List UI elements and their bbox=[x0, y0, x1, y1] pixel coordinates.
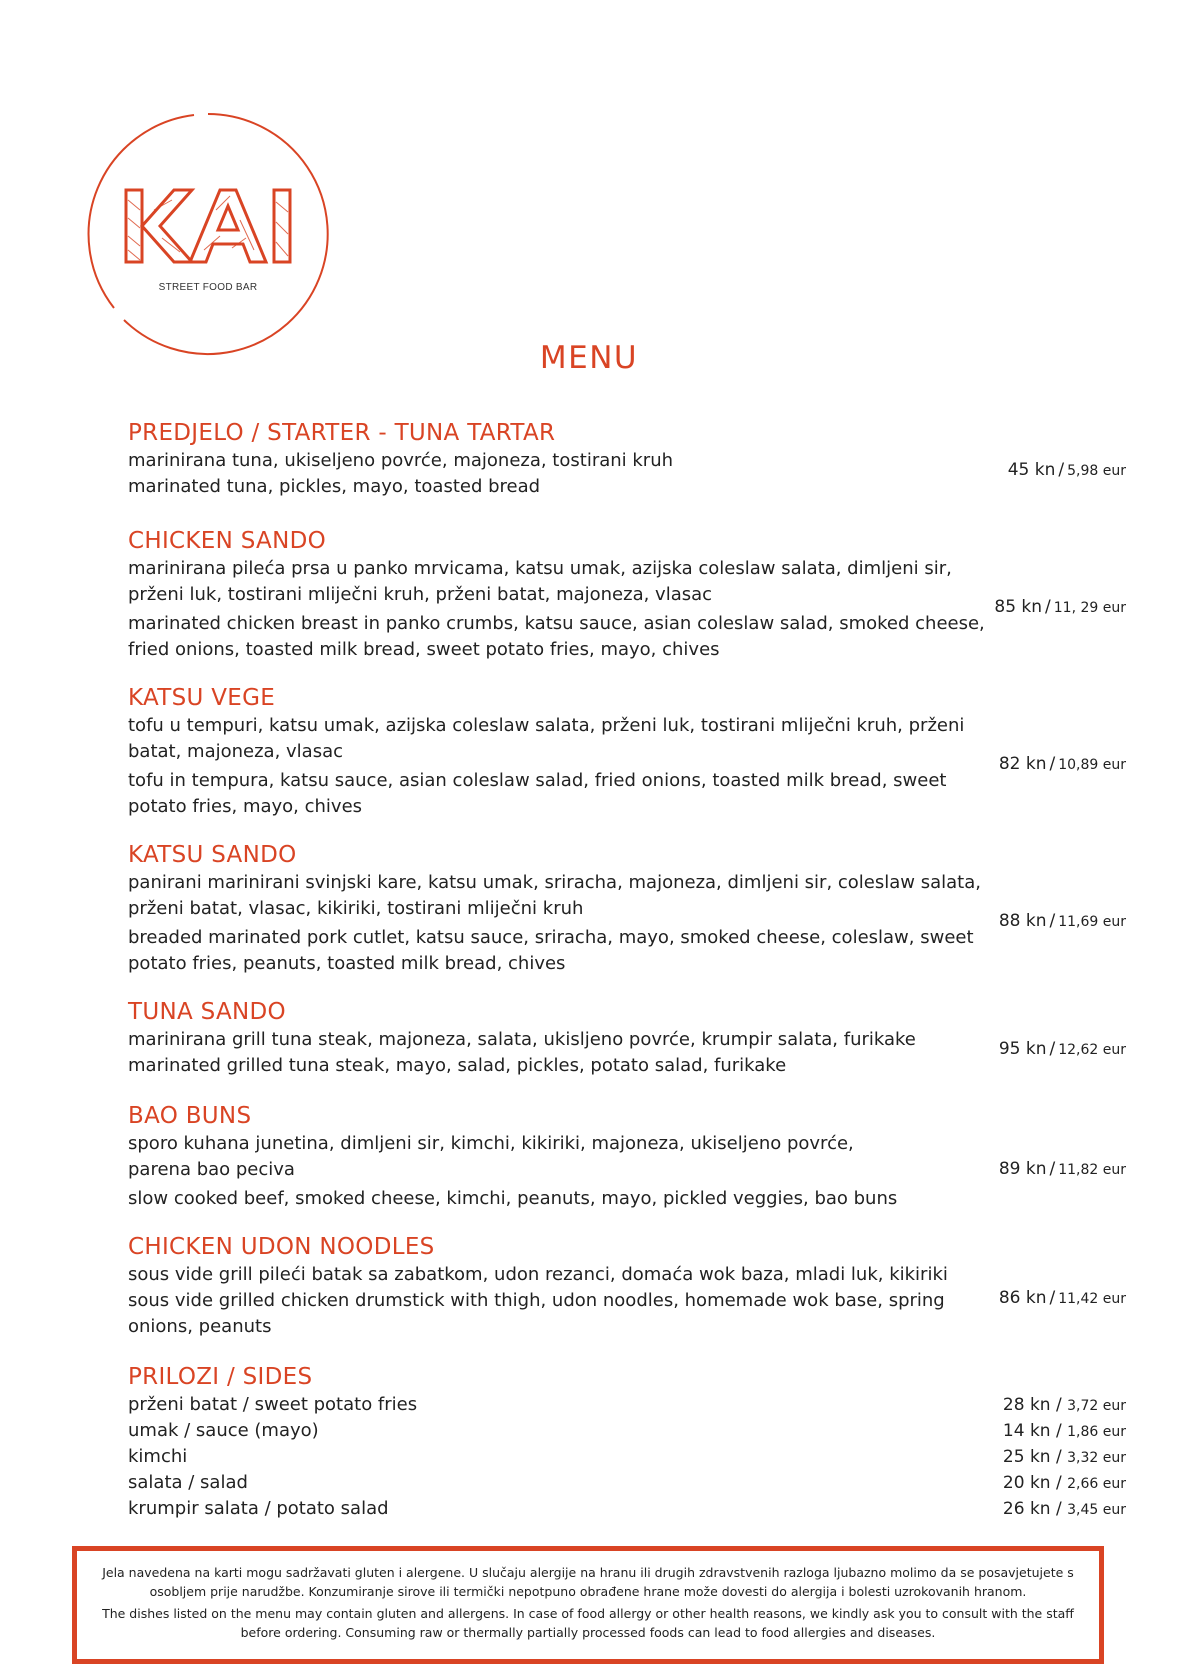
sides-section bbox=[128, 1362, 1126, 1522]
menu-item bbox=[128, 418, 1126, 500]
description-line-hr: marinirana pileća prsa u panko mrvicama, katsu umak, azijska coleslaw salata, dimljeni sir, bbox=[128, 558, 952, 579]
price-eur: 11,42 eur bbox=[1058, 1291, 1126, 1307]
item-description bbox=[128, 1027, 978, 1079]
price-separator: / bbox=[1050, 1473, 1068, 1493]
side-price bbox=[1003, 1392, 1126, 1418]
side-item: kimchi bbox=[128, 1446, 188, 1467]
price-eur: 2,66 eur bbox=[1067, 1476, 1126, 1492]
item-name: PRILOZI / SIDES bbox=[128, 1364, 313, 1390]
description-line-en: sous vide grilled chicken drumstick with thigh, udon noodles, homemade wok base, spring bbox=[128, 1290, 945, 1311]
description-line-hr: marinirana tuna, ukiseljeno povrće, majoneza, tostirani kruh bbox=[128, 450, 674, 471]
side-price bbox=[1003, 1444, 1126, 1470]
description-line-hr: tofu u tempuri, katsu umak, azijska coleslaw salata, prženi luk, tostirani mliječni kruh, prženi bbox=[128, 715, 965, 736]
price-eur: 12,62 eur bbox=[1058, 1042, 1126, 1058]
price-separator: / bbox=[1050, 1447, 1068, 1467]
price-separator: / bbox=[1049, 1158, 1056, 1179]
description-line-en: slow cooked beef, smoked cheese, kimchi, peanuts, mayo, pickled veggies, bao buns bbox=[128, 1188, 898, 1209]
notice-hr-line: Jela navedena na karti mogu sadržavati gluten i alergene. U slučaju alergije na hranu ili drugih zdravstvenih razloga ljubazno molimo da se posavjetujete s bbox=[102, 1565, 1074, 1580]
description-line-en: fried onions, toasted milk bread, sweet potato fries, mayo, chives bbox=[128, 639, 720, 660]
price-separator: / bbox=[1049, 753, 1056, 774]
description-line-hr: sporo kuhana junetina, dimljeni sir, kimchi, kikiriki, majoneza, ukiseljeno povrće, bbox=[128, 1133, 854, 1154]
price-eur: 11,69 eur bbox=[1058, 913, 1126, 930]
price-eur: 3,32 eur bbox=[1067, 1450, 1126, 1466]
allergen-notice bbox=[72, 1546, 1104, 1664]
description-line-hr: prženi luk, tostirani mliječni kruh, prženi batat, majoneza, vlasac bbox=[128, 584, 713, 605]
description-line-hr: sous vide grill pileći batak sa zabatkom, udon rezanci, domaća wok baza, mladi luk, kikiriki bbox=[128, 1264, 948, 1285]
item-description bbox=[128, 556, 985, 663]
item-price bbox=[994, 597, 1126, 617]
price-separator: / bbox=[1050, 1395, 1068, 1415]
item-description bbox=[128, 448, 978, 500]
item-description bbox=[128, 870, 981, 977]
menu-item bbox=[128, 1101, 1126, 1212]
price-separator: / bbox=[1049, 910, 1056, 931]
price-separator: / bbox=[1058, 460, 1065, 480]
item-price bbox=[999, 1039, 1126, 1059]
item-price bbox=[999, 754, 1126, 774]
side-item: krumpir salata / potato salad bbox=[128, 1498, 389, 1519]
price-separator: / bbox=[1045, 596, 1051, 617]
side-item: prženi batat / sweet potato fries bbox=[128, 1394, 418, 1415]
notice-en-line: before ordering. Consuming raw or thermally partially processed foods can lead to food allergies and diseases. bbox=[240, 1625, 936, 1640]
description-line-en: onions, peanuts bbox=[128, 1316, 272, 1337]
price-eur: 10,89 eur bbox=[1058, 756, 1126, 773]
sides-list bbox=[128, 1392, 978, 1522]
price-separator: / bbox=[1050, 1499, 1068, 1519]
price-eur: 11, 29 eur bbox=[1053, 599, 1126, 616]
price-separator: / bbox=[1050, 1421, 1068, 1441]
item-price bbox=[999, 911, 1126, 931]
menu-item bbox=[128, 997, 1126, 1079]
price-eur: 5,98 eur bbox=[1067, 463, 1126, 479]
description-line-hr: batat, majoneza, vlasac bbox=[128, 741, 344, 762]
price-kn: 26 kn bbox=[1002, 1499, 1051, 1519]
description-line-en: marinated chicken breast in panko crumbs, katsu sauce, asian coleslaw salad, smoked cheese, bbox=[128, 613, 985, 634]
item-description bbox=[128, 1131, 978, 1212]
item-name: BAO BUNS bbox=[128, 1103, 252, 1129]
price-separator: / bbox=[1049, 1039, 1056, 1059]
description-line-hr: panirani marinirani svinjski kare, katsu umak, sriracha, majoneza, dimljeni sir, coleslaw salata, bbox=[128, 872, 981, 893]
item-name: CHICKEN SANDO bbox=[128, 528, 327, 554]
price-kn: 85 kn bbox=[994, 596, 1043, 617]
price-eur: 11,82 eur bbox=[1058, 1161, 1126, 1178]
side-item: umak / sauce (mayo) bbox=[128, 1420, 319, 1441]
menu-item bbox=[128, 840, 1126, 977]
side-price bbox=[1003, 1496, 1126, 1522]
item-price bbox=[999, 1159, 1126, 1179]
menu-items bbox=[128, 418, 1126, 1522]
price-kn: 45 kn bbox=[1007, 460, 1056, 480]
price-separator: / bbox=[1049, 1288, 1056, 1308]
kai-logo bbox=[84, 110, 332, 358]
item-name: TUNA SANDO bbox=[128, 999, 286, 1025]
side-price bbox=[1003, 1470, 1126, 1496]
notice-hr-line: osobljem prije narudžbe. Konzumiranje sirove ili termički nepotpuno obrađene hrane može dovesti do alergija i bolesti uzrokovanih hranom. bbox=[149, 1584, 1027, 1599]
price-kn: 28 kn bbox=[1002, 1395, 1051, 1415]
menu-item bbox=[128, 683, 1126, 820]
description-line-en: marinated grilled tuna steak, mayo, salad, pickles, potato salad, furikake bbox=[128, 1055, 787, 1076]
side-price bbox=[1003, 1418, 1126, 1444]
description-line-en: potato fries, mayo, chives bbox=[128, 796, 363, 817]
description-line-en: breaded marinated pork cutlet, katsu sauce, sriracha, mayo, smoked cheese, coleslaw, sweet bbox=[128, 927, 974, 948]
price-eur: 3,72 eur bbox=[1067, 1398, 1126, 1414]
menu-item bbox=[128, 1232, 1126, 1340]
price-kn: 20 kn bbox=[1002, 1473, 1051, 1493]
description-line-hr: parena bao peciva bbox=[128, 1159, 295, 1180]
item-name: KATSU VEGE bbox=[128, 685, 276, 711]
price-eur: 3,45 eur bbox=[1067, 1502, 1126, 1518]
item-description bbox=[128, 1262, 978, 1340]
description-line-en: potato fries, peanuts, toasted milk bread, chives bbox=[128, 953, 566, 974]
menu-title: MENU bbox=[539, 340, 639, 376]
description-line-en: tofu in tempura, katsu sauce, asian coleslaw salad, fried onions, toasted milk bread, sweet bbox=[128, 770, 947, 791]
price-kn: 25 kn bbox=[1002, 1447, 1051, 1467]
item-name: KATSU SANDO bbox=[128, 842, 297, 868]
description-line-hr: prženi batat, vlasac, kikiriki, tostirani mliječni kruh bbox=[128, 898, 584, 919]
side-item: salata / salad bbox=[128, 1472, 248, 1493]
price-eur: 1,86 eur bbox=[1067, 1424, 1126, 1440]
description-line-hr: marinirana grill tuna steak, majoneza, salata, ukisljeno povrće, krumpir salata, furikake bbox=[128, 1029, 916, 1050]
item-price bbox=[999, 1288, 1126, 1308]
price-kn: 88 kn bbox=[998, 910, 1047, 931]
item-price bbox=[1008, 460, 1126, 480]
sides-prices bbox=[1003, 1392, 1126, 1522]
price-kn: 82 kn bbox=[998, 753, 1047, 774]
price-kn: 86 kn bbox=[998, 1288, 1047, 1308]
menu-item bbox=[128, 526, 1126, 663]
description-line-en: marinated tuna, pickles, mayo, toasted bread bbox=[128, 476, 541, 497]
notice-en-line: The dishes listed on the menu may contain gluten and allergens. In case of food allergy or other health reasons, we kindly ask you to consult with the staff bbox=[102, 1606, 1074, 1621]
price-kn: 14 kn bbox=[1002, 1421, 1051, 1441]
item-description bbox=[128, 713, 978, 820]
price-kn: 95 kn bbox=[998, 1039, 1047, 1059]
item-name: PREDJELO / STARTER - TUNA TARTAR bbox=[128, 420, 556, 446]
logo-subtitle: STREET FOOD BAR bbox=[158, 282, 258, 293]
item-name: CHICKEN UDON NOODLES bbox=[128, 1234, 435, 1260]
price-kn: 89 kn bbox=[998, 1158, 1047, 1179]
